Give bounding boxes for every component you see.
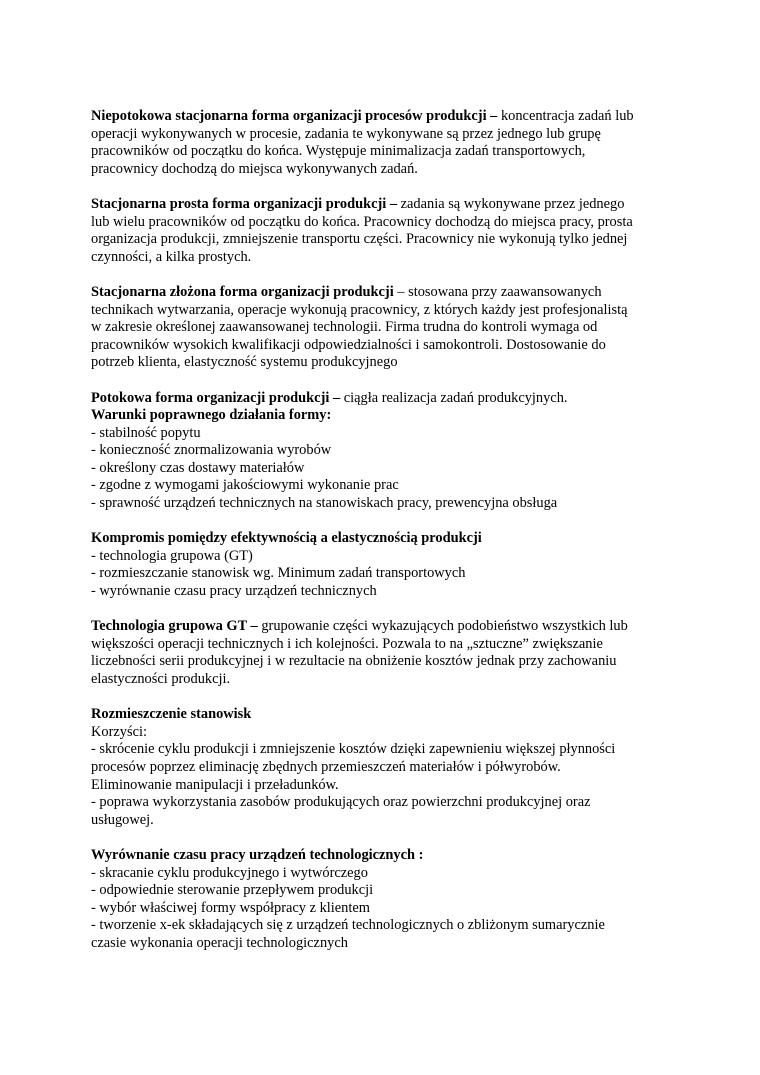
text-line: pracowników od początku do końca. Występuje minimalizacja zadań transportowych, bbox=[91, 143, 586, 160]
term-heading: Niepotokowa stacjonarna forma organizacji procesów produkcji – bbox=[91, 108, 498, 124]
section-wyrownanie bbox=[91, 847, 671, 953]
section-kompromis bbox=[91, 530, 671, 600]
text-line: usługowej. bbox=[91, 811, 154, 828]
section-heading: Kompromis pomiędzy efektywnością a elastycznością produkcji bbox=[91, 530, 482, 547]
list-item: - wyrównanie czasu pracy urządzeń technicznych bbox=[91, 583, 377, 600]
text-line: procesów poprzez eliminację zbędnych przemieszczeń materiałów i półwyrobów. bbox=[91, 758, 561, 775]
list-item: - poprawa wykorzystania zasobów produkujących oraz powierzchni produkcyjnej oraz bbox=[91, 794, 591, 811]
text-line: operacji wykonywanych w procesie, zadania te wykonywane są przez jednego lub grupę bbox=[91, 125, 601, 142]
text-line: organizacja produkcji, zmniejszenie transportu części. Pracownicy nie wykonują tylko jednej bbox=[91, 231, 628, 248]
section-niepotokowa bbox=[91, 108, 671, 178]
text-line: pracownicy dochodzą do miejsca wykonywanych zadań. bbox=[91, 160, 418, 177]
text-line: czynności, a kilka prostych. bbox=[91, 248, 252, 265]
text-line: Niepotokowa stacjonarna forma organizacji procesów produkcji – koncentracja zadań lub bbox=[91, 108, 634, 124]
section-stacjonarna-zlozona bbox=[91, 284, 671, 372]
text-line: Stacjonarna złożona forma organizacji produkcji – stosowana przy zaawansowanych bbox=[91, 283, 602, 300]
text-line: elastyczności produkcji. bbox=[91, 671, 231, 687]
text-line: liczebności serii produkcyjnej i w rezultacie na obniżenie kosztów jednak przy zachowaniu bbox=[91, 653, 617, 670]
section-potokowa bbox=[91, 390, 671, 513]
text-line: Eliminowanie manipulacji i przeładunków. bbox=[91, 776, 339, 793]
section-heading: Wyrównanie czasu pracy urządzeń technologicznych : bbox=[91, 846, 424, 863]
text-line: potrzeb klienta, elastyczność systemu produkcyjnego bbox=[91, 354, 398, 371]
list-item: - technologia grupowa (GT) bbox=[91, 547, 253, 564]
list-item: - sprawność urządzeń technicznych na stanowiskach pracy, prewencyjna obsługa bbox=[91, 495, 558, 512]
text-line: Potokowa forma organizacji produkcji – ciągła realizacja zadań produkcyjnych. bbox=[91, 389, 568, 406]
section-technologia-grupowa bbox=[91, 618, 671, 688]
text-line: czasie wykonania operacji technologicznych bbox=[91, 934, 348, 951]
text-line: lub wielu pracowników od początku do końca. Pracownicy dochodzą do miejsca pracy, prosta bbox=[91, 213, 633, 230]
list-item: - skracanie cyklu produkcyjnego i wytwórczego bbox=[91, 864, 368, 881]
text-line: technikach wytwarzania, operacje wykonują pracownicy, z których każdy jest profesjonalistą bbox=[91, 301, 628, 318]
list-item: - konieczność znormalizowania wyrobów bbox=[91, 442, 332, 459]
list-item: - rozmieszczanie stanowisk wg. Minimum zadań transportowych bbox=[91, 565, 466, 582]
text-line: pracowników wysokich kwalifikacji odpowiedzialności i samokontroli. Dostosowanie do bbox=[91, 336, 606, 353]
subheading: Warunki poprawnego działania formy: bbox=[91, 407, 332, 424]
list-item: - określony czas dostawy materiałów bbox=[91, 459, 305, 476]
section-rozmieszczenie bbox=[91, 706, 671, 829]
text-line: Stacjonarna prosta forma organizacji produkcji – zadania są wykonywane przez jednego bbox=[91, 195, 625, 212]
text-line: Technologia grupowa GT – grupowanie części wykazujących podobieństwo wszystkich lub bbox=[91, 618, 628, 635]
list-item: - skrócenie cyklu produkcji i zmniejszenie kosztów dzięki zapewnieniu większej płynności bbox=[91, 741, 616, 758]
list-item: - odpowiednie sterowanie przepływem produkcji bbox=[91, 882, 374, 899]
list-item: - stabilność popytu bbox=[91, 424, 201, 441]
document-page bbox=[91, 108, 671, 970]
list-item: - wybór właściwej formy współpracy z klientem bbox=[91, 899, 370, 916]
term-heading: Stacjonarna złożona forma organizacji produkcji bbox=[91, 283, 394, 300]
list-item: - tworzenie x-ek składających się z urządzeń technologicznych o zbliżonym sumarycznie bbox=[91, 917, 605, 934]
term-heading: Technologia grupowa GT – bbox=[91, 618, 258, 635]
text-line: Korzyści: bbox=[91, 723, 147, 740]
term-heading: Potokowa forma organizacji produkcji – bbox=[91, 389, 341, 406]
text-line: większości operacji technicznych i ich kolejności. Pozwala to na „sztuczne” zwiększanie bbox=[91, 635, 603, 652]
term-heading: Stacjonarna prosta forma organizacji produkcji – bbox=[91, 195, 398, 212]
list-item: - zgodne z wymogami jakościowymi wykonanie prac bbox=[91, 477, 399, 494]
text-line: w zakresie określonej zaawansowanej technologii. Firma trudna do kontroli wymaga od bbox=[91, 319, 598, 336]
section-stacjonarna-prosta bbox=[91, 196, 671, 266]
section-heading: Rozmieszczenie stanowisk bbox=[91, 706, 252, 723]
